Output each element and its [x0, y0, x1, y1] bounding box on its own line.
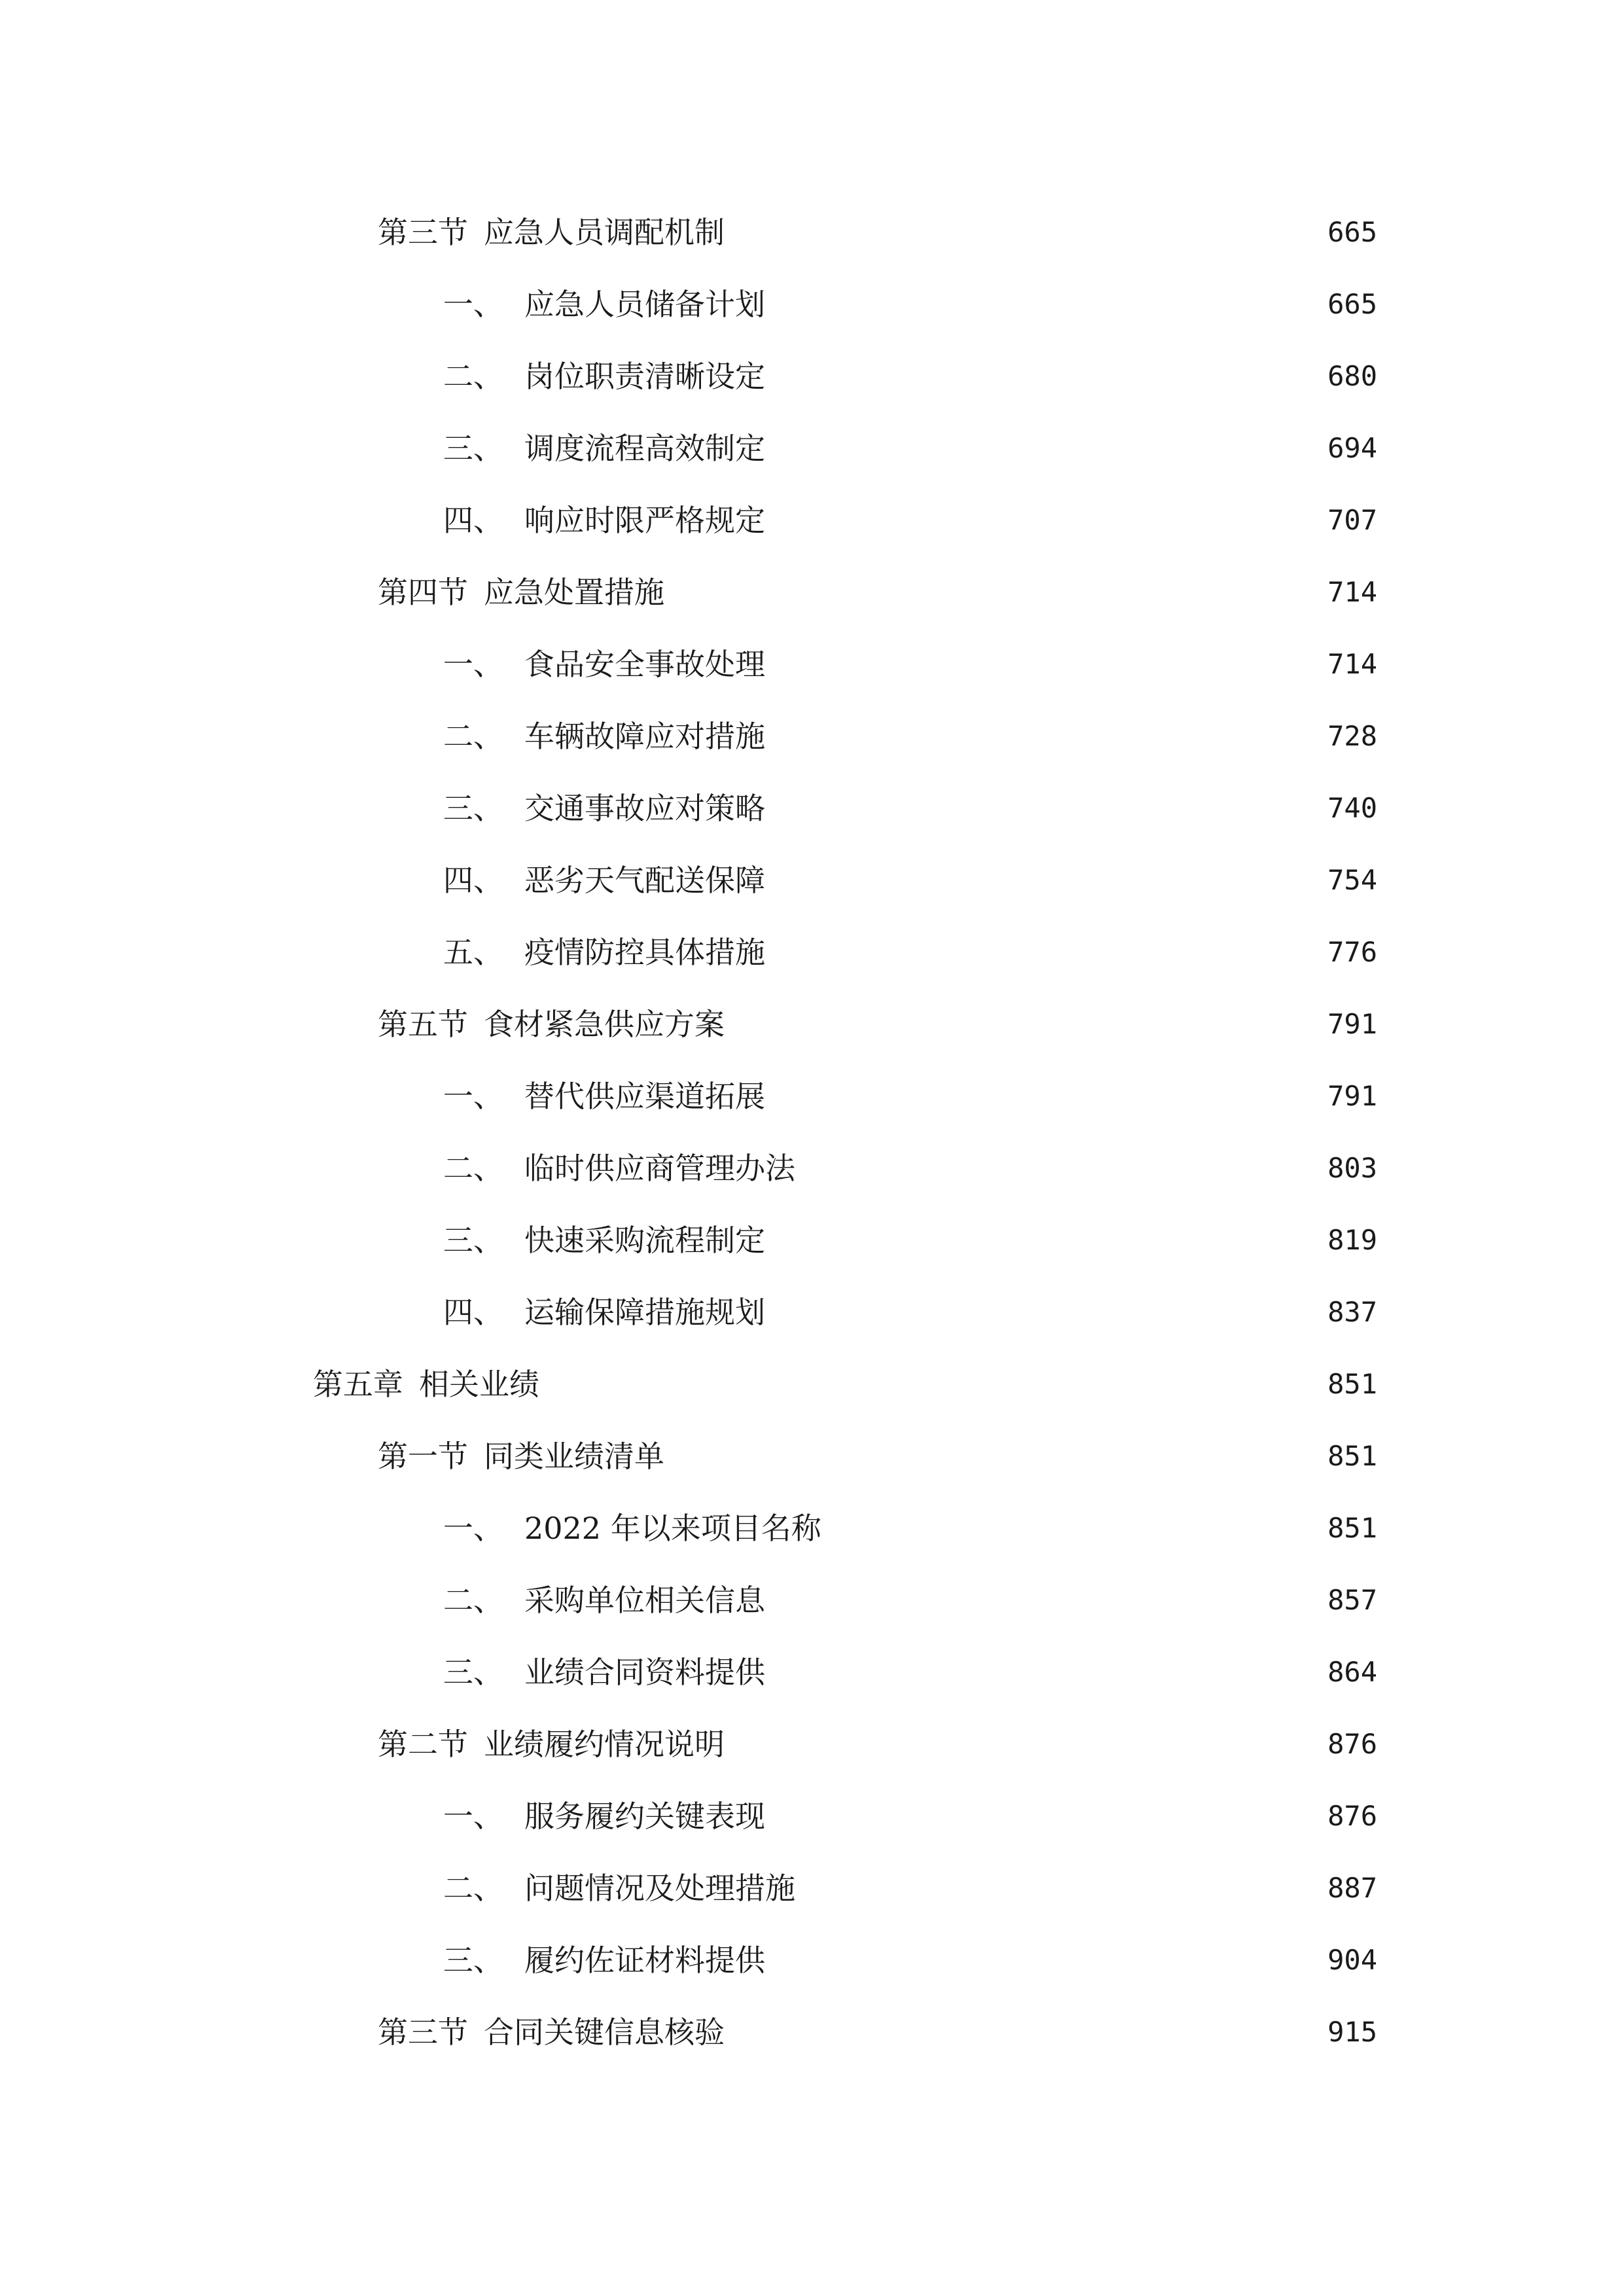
toc-entry-number: 三、	[443, 791, 503, 826]
toc-entry-number: 二、	[443, 1583, 503, 1618]
toc-entry-number: 四、	[443, 503, 503, 538]
toc-entry-title: 业绩履约情况说明	[484, 1727, 725, 1762]
toc-entry[interactable]	[0, 844, 1624, 916]
toc-entry-number: 第三节	[378, 215, 468, 250]
toc-entry-title: 临时供应商管理办法	[524, 1151, 795, 1186]
toc-entry[interactable]	[0, 484, 1624, 556]
toc-entry[interactable]	[0, 1492, 1624, 1564]
toc-entry-page-number: 837	[1327, 1296, 1377, 1328]
toc-entry-number: 三、	[443, 1943, 503, 1978]
dot-leader	[546, 1365, 1287, 1404]
toc-entry[interactable]	[0, 1924, 1624, 1996]
dot-leader	[731, 1725, 1287, 1764]
dot-leader	[772, 1653, 1287, 1692]
toc-entry-page-number: 665	[1327, 216, 1377, 248]
toc-entry[interactable]	[0, 1060, 1624, 1132]
toc-entry-title: 履约佐证材料提供	[524, 1943, 765, 1978]
toc-entry-number: 一、	[443, 1799, 503, 1834]
toc-entry[interactable]	[0, 1348, 1624, 1420]
toc-entry[interactable]	[0, 916, 1624, 988]
toc-entry-number: 二、	[443, 359, 503, 394]
dot-leader	[731, 2013, 1287, 2052]
toc-entry-page-number: 740	[1327, 792, 1377, 824]
dot-leader	[772, 1797, 1287, 1836]
toc-entry-page-number: 904	[1327, 1944, 1377, 1976]
toc-entry-number: 一、	[443, 287, 503, 322]
toc-entry-title: 快速采购流程制定	[524, 1223, 765, 1258]
toc-entry-number: 第二节	[378, 1727, 468, 1762]
toc-entry-page-number: 876	[1327, 1800, 1377, 1832]
toc-entry-number: 第四节	[378, 575, 468, 610]
toc-entry[interactable]	[0, 1276, 1624, 1348]
dot-leader	[772, 717, 1287, 756]
toc-entry-page-number: 665	[1327, 288, 1377, 320]
toc-entry-number: 三、	[443, 431, 503, 466]
toc-entry-title: 应急处置措施	[484, 575, 664, 610]
toc-entry[interactable]	[0, 1852, 1624, 1924]
dot-leader	[772, 1941, 1287, 1980]
dot-leader	[772, 501, 1287, 540]
toc-entry-page-number: 694	[1327, 432, 1377, 464]
toc-entry-page-number: 714	[1327, 648, 1377, 680]
toc-entry[interactable]	[0, 196, 1624, 268]
toc-entry-page-number: 680	[1327, 360, 1377, 392]
toc-entry[interactable]	[0, 1636, 1624, 1708]
toc-entry-title: 交通事故应对策略	[524, 791, 765, 826]
toc-entry-page-number: 851	[1327, 1440, 1377, 1472]
toc-entry-title: 业绩合同资料提供	[524, 1655, 765, 1690]
toc-entry-page-number: 791	[1327, 1080, 1377, 1112]
toc-entry-page-number: 819	[1327, 1224, 1377, 1256]
toc-entry-page-number: 887	[1327, 1872, 1377, 1904]
toc-entry-page-number: 803	[1327, 1152, 1377, 1184]
toc-entry-number: 二、	[443, 1871, 503, 1906]
toc-entry-title: 采购单位相关信息	[524, 1583, 765, 1618]
dot-leader	[802, 1869, 1287, 1908]
toc-entry-title: 运输保障措施规划	[524, 1295, 765, 1330]
toc-entry[interactable]	[0, 628, 1624, 700]
toc-entry[interactable]	[0, 340, 1624, 412]
toc-entry-title: 问题情况及处理措施	[524, 1871, 795, 1906]
toc-entry-page-number: 851	[1327, 1512, 1377, 1544]
toc-entry-number: 第五章	[313, 1367, 403, 1402]
dot-leader	[772, 933, 1287, 972]
toc-entry-page-number: 864	[1327, 1656, 1377, 1688]
toc-entry-number: 第五节	[378, 1007, 468, 1042]
dot-leader	[772, 1077, 1287, 1116]
toc-entry-title: 恶劣天气配送保障	[524, 863, 765, 898]
toc-entry-title: 车辆故障应对措施	[524, 719, 765, 754]
toc-entry-title: 应急人员调配机制	[484, 215, 725, 250]
toc-entry-title: 疫情防控具体措施	[524, 935, 765, 970]
toc-entry-page-number: 754	[1327, 864, 1377, 896]
toc-entry-page-number: 791	[1327, 1008, 1377, 1040]
toc-entry-number: 二、	[443, 719, 503, 754]
table-of-contents	[0, 196, 1624, 2068]
toc-entry[interactable]	[0, 1996, 1624, 2068]
toc-entry-page-number: 915	[1327, 2016, 1377, 2048]
toc-entry[interactable]	[0, 1564, 1624, 1636]
toc-entry-page-number: 707	[1327, 504, 1377, 536]
dot-leader	[772, 357, 1287, 396]
toc-entry-page-number: 728	[1327, 720, 1377, 752]
toc-entry-title: 相关业绩	[419, 1367, 539, 1402]
dot-leader	[671, 1437, 1287, 1476]
dot-leader	[772, 429, 1287, 468]
toc-entry[interactable]	[0, 412, 1624, 484]
dot-leader	[731, 213, 1287, 252]
dot-leader	[802, 1149, 1287, 1188]
toc-entry-number: 三、	[443, 1223, 503, 1258]
toc-entry-page-number: 851	[1327, 1368, 1377, 1400]
dot-leader	[772, 645, 1287, 684]
toc-entry[interactable]	[0, 1420, 1624, 1492]
toc-entry-page-number: 876	[1327, 1728, 1377, 1760]
toc-entry-number: 第三节	[378, 2015, 468, 2050]
dot-leader	[772, 1221, 1287, 1260]
toc-entry-number: 第一节	[378, 1439, 468, 1474]
toc-entry-title: 响应时限严格规定	[524, 503, 765, 538]
toc-entry-title: 服务履约关键表现	[524, 1799, 765, 1834]
toc-entry-number: 四、	[443, 1295, 503, 1330]
toc-entry-number: 一、	[443, 1511, 503, 1546]
toc-entry[interactable]	[0, 1132, 1624, 1204]
toc-entry[interactable]	[0, 772, 1624, 844]
toc-entry-title: 替代供应渠道拓展	[524, 1079, 765, 1114]
toc-entry-title: 岗位职责清晰设定	[524, 359, 765, 394]
dot-leader	[772, 789, 1287, 828]
toc-entry-title: 食品安全事故处理	[524, 647, 765, 682]
toc-entry-page-number: 857	[1327, 1584, 1377, 1616]
toc-entry-number: 五、	[443, 935, 503, 970]
dot-leader	[772, 1581, 1287, 1620]
toc-entry[interactable]	[0, 556, 1624, 628]
toc-entry-title: 应急人员储备计划	[524, 287, 765, 322]
toc-entry[interactable]	[0, 988, 1624, 1060]
dot-leader	[731, 1005, 1287, 1044]
dot-leader	[828, 1509, 1287, 1548]
toc-entry-number: 三、	[443, 1655, 503, 1690]
dot-leader	[772, 285, 1287, 324]
dot-leader	[671, 573, 1287, 612]
toc-entry[interactable]	[0, 700, 1624, 772]
toc-entry-number: 四、	[443, 863, 503, 898]
toc-entry-title: 调度流程高效制定	[524, 431, 765, 466]
toc-entry[interactable]	[0, 1708, 1624, 1780]
toc-entry-title: 同类业绩清单	[484, 1439, 664, 1474]
toc-entry-title: 合同关键信息核验	[484, 2015, 725, 2050]
dot-leader	[772, 861, 1287, 900]
toc-entry-page-number: 776	[1327, 936, 1377, 968]
toc-entry-title: 2022 年以来项目名称	[524, 1511, 821, 1546]
toc-entry-title: 食材紧急供应方案	[484, 1007, 725, 1042]
toc-entry-number: 一、	[443, 647, 503, 682]
toc-entry[interactable]	[0, 268, 1624, 340]
toc-entry[interactable]	[0, 1204, 1624, 1276]
dot-leader	[772, 1293, 1287, 1332]
toc-entry-page-number: 714	[1327, 576, 1377, 608]
toc-entry-number: 一、	[443, 1079, 503, 1114]
toc-entry[interactable]	[0, 1780, 1624, 1852]
toc-entry-number: 二、	[443, 1151, 503, 1186]
